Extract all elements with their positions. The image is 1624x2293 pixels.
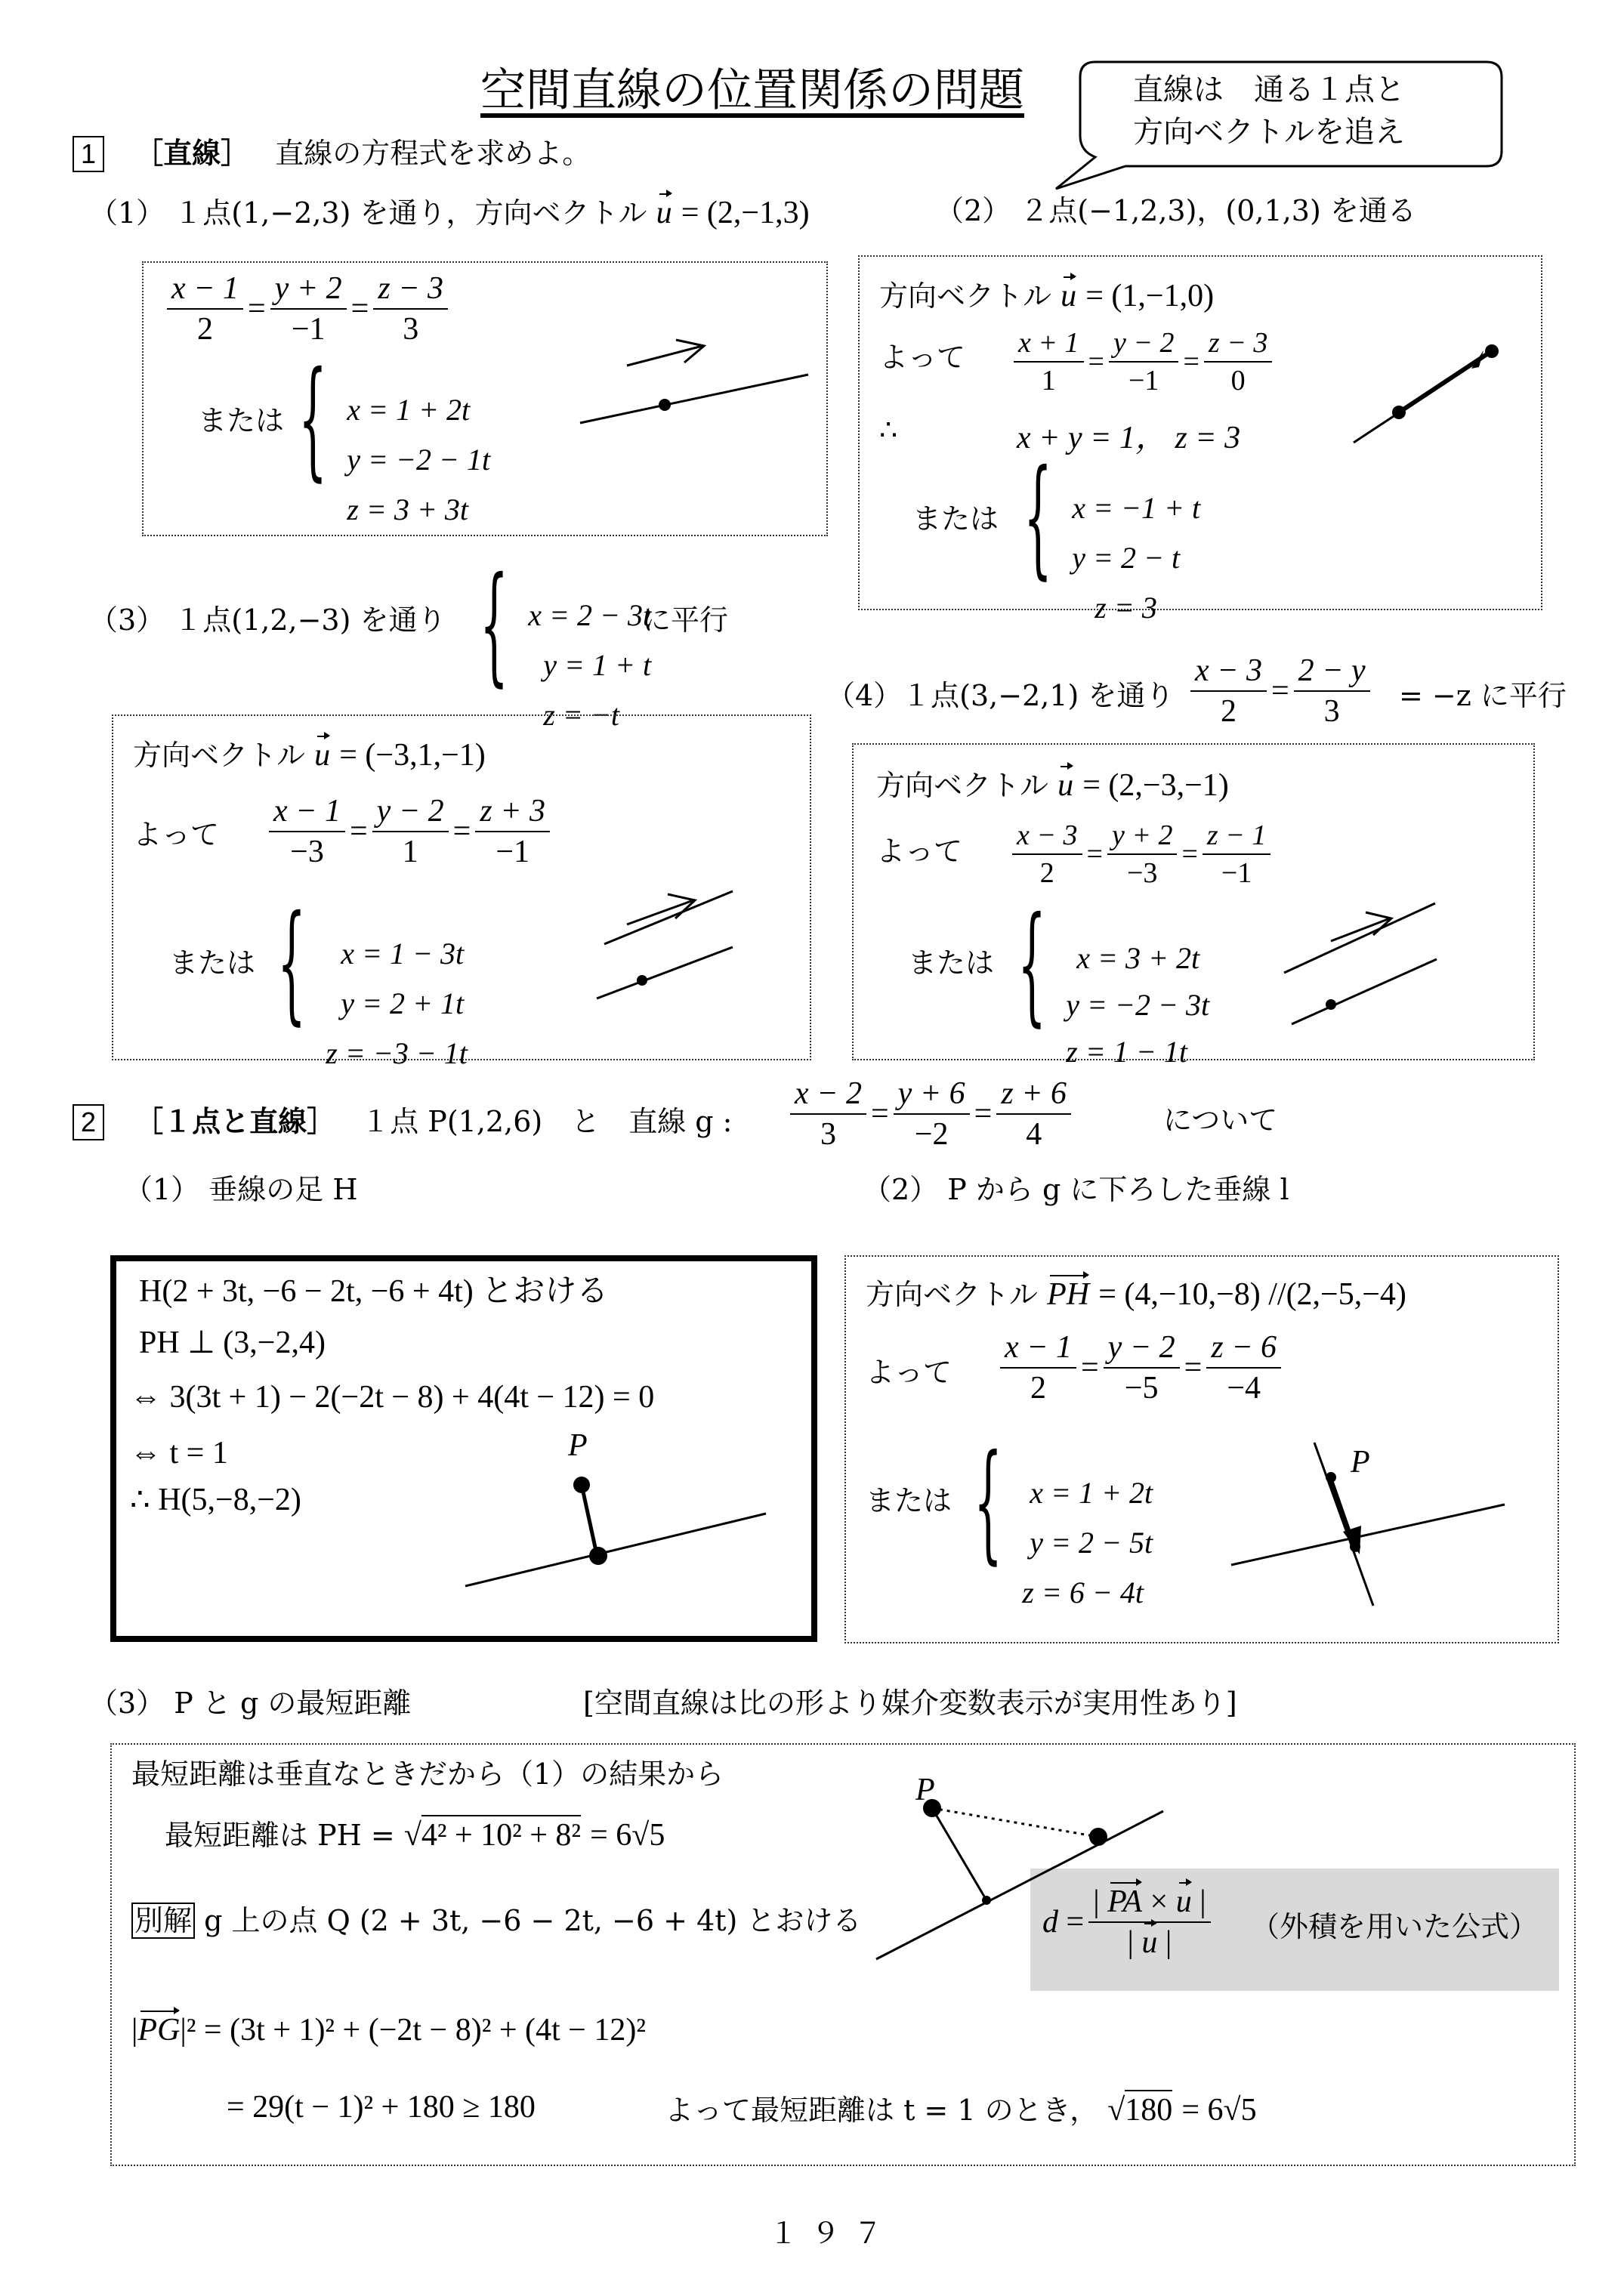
q1-text: （1） １点(1,−2,3) を通り，方向ベクトル	[89, 196, 647, 230]
vector-u: u	[1061, 279, 1077, 313]
answer-1-3-dir	[133, 737, 486, 773]
sqrt-expression: √4² + 10² + 8²	[404, 1815, 581, 1853]
question-2-3: （3） P と g の最短距離	[89, 1687, 412, 1720]
dir-label: 方向ベクトル	[133, 739, 306, 772]
answer-2-3-line-3	[131, 1905, 861, 1938]
answer-2-1-line-4: ⇔ t = 1	[130, 1436, 228, 1471]
conclusion: よって最短距離は t = 1 のとき，	[665, 2094, 1099, 2127]
section-2-about: について	[1163, 1103, 1278, 1137]
answer-1-2-dir	[879, 278, 1214, 314]
vector-u: u	[1057, 768, 1074, 803]
dir-label: 方向ベクトル	[879, 279, 1052, 313]
diagram-perpendicular-foot	[461, 1465, 778, 1601]
therefore-symbol: ∴	[879, 413, 898, 446]
dir-value: = (4,−10,−8) //(2,−5,−4)	[1098, 1277, 1406, 1312]
answer-1-4-dir	[876, 767, 1229, 804]
sys-line: y = 2 − t	[1072, 540, 1181, 575]
answer-2-3-line-5: = 29(t − 1)² + 180 ≥ 180	[227, 2090, 536, 2125]
section-1-heading: ［直線］	[134, 137, 250, 170]
sys-line: y = 1 + t	[543, 647, 652, 682]
section-1-instruction: 直線の方程式を求めよ。	[275, 137, 591, 170]
dir-value: = (1,−1,0)	[1085, 279, 1215, 313]
page-number: １９７	[769, 2217, 897, 2250]
text: 最短距離は PH =	[165, 1819, 395, 1852]
label-P-2-3: P	[915, 1773, 935, 1807]
question-1-4-parallel: = −z に平行	[1399, 679, 1567, 712]
answer-2-1-line-3: ⇔ 3(3t + 1) − 2(−2t − 8) + 4(4t − 12) = 0	[130, 1380, 655, 1415]
callout-line-2: 方向ベクトルを追え	[1133, 115, 1405, 150]
callout-line-1: 直線は 通る１点と	[1133, 73, 1405, 107]
question-2-2: （2） P から g に下ろした垂線 l	[863, 1173, 1289, 1206]
dir-label: 方向ベクトル	[866, 1278, 1039, 1311]
dir-value: = (2,−3,−1)	[1082, 768, 1229, 803]
formula-note: （外積を用いた公式）	[1251, 1910, 1539, 1943]
page-title: 空間直線の位置関係の問題	[480, 64, 1024, 117]
section-2-header	[73, 1104, 732, 1140]
answer-1-2-ratio: x + 1 1 = y − 2 −1 = z − 3 0	[1009, 326, 1277, 397]
question-1-3-parallel: に平行	[642, 603, 729, 637]
result: = 6√5	[590, 1818, 665, 1853]
section-number-1: 1	[73, 136, 104, 172]
sys-line: y = −2 − 1t	[347, 442, 491, 477]
vector-PG: PG	[137, 2013, 181, 2048]
vector-PH: PH	[1047, 1277, 1090, 1312]
answer-2-2-hence: よって	[866, 1356, 952, 1389]
answer-1-4-system: { x = 3 + 2t y = −2 − 3t z = 1 − 1t	[1005, 900, 1209, 1076]
question-1-3: （3） １点(1,2,−3) を通り	[89, 603, 446, 637]
answer-1-4-ratio: x − 3 2 = y + 2 −3 = z − 1 −1	[1008, 819, 1275, 890]
sys-line: x = 1 + 2t	[347, 392, 471, 427]
section-2-line-equation: x − 2 3 = y + 6 −2 = z + 6 4	[786, 1076, 1076, 1153]
answer-1-1-system	[286, 344, 491, 535]
answer-1-4-or: または	[908, 946, 995, 980]
sys-line: z = −3 − 1t	[326, 1035, 468, 1070]
answer-2-2-dir	[866, 1276, 1406, 1313]
answer-1-3-hence: よって	[133, 818, 220, 851]
sys-line: y = 2 − 5t	[1030, 1525, 1153, 1560]
question-1-3-system: { x = 2 − 3t y = 1 + t z = −t	[467, 560, 651, 740]
sys-line: x = 1 − 3t	[341, 936, 465, 971]
note-bracket: [空間直線は比の形より媒介変数表示が実用性あり]	[583, 1687, 1237, 1720]
answer-1-3-ratio: x − 1 −3 = y − 2 1 = z + 3 −1	[264, 793, 554, 870]
q1-vector-value: = (2,−1,3)	[681, 196, 810, 230]
label-P-2-1: P	[568, 1428, 588, 1463]
vector-u: u	[656, 196, 672, 230]
answer-1-2-system: { x = −1 + t y = 2 − t z = 3	[1011, 453, 1200, 633]
sys-line: y = 2 + 1t	[341, 986, 465, 1020]
question-1-4-ratio: x − 3 2 = 2 − y 3	[1186, 653, 1375, 730]
final-result: = 6√5	[1181, 2093, 1257, 2128]
dir-value: = (−3,1,−1)	[339, 738, 486, 773]
sys-line: y = −2 − 3t	[1066, 987, 1210, 1022]
alt-text: g 上の点 Q (2 + 3t, −6 − 2t, −6 + 4t) とおける	[204, 1904, 862, 1937]
sys-line: z = −t	[543, 697, 619, 732]
diagram-line-1-3	[589, 884, 740, 1012]
question-2-1: （1） 垂線の足 H	[124, 1173, 358, 1206]
answer-1-1-or: または	[198, 404, 285, 437]
answer-2-1-line-5: ∴ H(5,−8,−2)	[130, 1483, 301, 1517]
section-2-intro: １点 P(1,2,6) と 直線 g :	[361, 1105, 733, 1138]
answer-1-1-ratio: x − 1 2 = y + 2 −1 = z − 3 3	[162, 270, 452, 347]
question-1-2: （2） ２点(−1,2,3)，(0,1,3) を通る	[935, 194, 1416, 227]
answer-1-2-or: または	[912, 502, 999, 535]
diagram-line-1-4	[1277, 891, 1450, 1035]
answer-2-2-system: { x = 1 + 2t y = 2 − 5t z = 6 − 4t	[961, 1438, 1153, 1618]
sys-line: x = 1 + 2t	[1030, 1475, 1153, 1510]
sys-line: z = 1 − 1t	[1066, 1034, 1187, 1069]
answer-1-4-hence: よって	[876, 835, 963, 868]
answer-1-3-system: { x = 1 − 3t y = 2 + 1t z = −3 − 1t	[264, 899, 468, 1079]
answer-2-3-line-6	[665, 2092, 1257, 2128]
sys-line: z = 6 − 4t	[1022, 1575, 1144, 1609]
sys-line: z = 3 + 3t	[347, 492, 468, 526]
sys-line: z = 3	[1095, 590, 1157, 625]
sys-line: x = −1 + t	[1072, 490, 1201, 525]
section-1-header	[73, 136, 591, 172]
diagram-line-1-1	[574, 332, 816, 446]
answer-2-1-line-1: H(2 + 3t, −6 − 2t, −6 + 4t) とおける	[139, 1274, 609, 1309]
cross-product-formula: d = | PA × u | | u |	[1042, 1884, 1215, 1961]
label-P-2-2: P	[1351, 1445, 1370, 1480]
answer-1-2-hence: よって	[879, 341, 966, 374]
answer-2-1-line-2: PH ⊥ (3,−2,4)	[139, 1325, 326, 1360]
dir-label: 方向ベクトル	[876, 769, 1049, 802]
vector-u: u	[314, 738, 331, 773]
answer-2-2-or: または	[866, 1484, 952, 1517]
alt-solution-label: 別解	[131, 1903, 195, 1939]
sqrt-180: √180	[1107, 2090, 1172, 2128]
answer-2-2-ratio: x − 1 2 = y − 2 −5 = z − 6 −4	[996, 1329, 1286, 1406]
answer-1-3-or: または	[169, 946, 256, 980]
answer-2-3-line-2	[165, 1817, 665, 1853]
question-1-1	[89, 195, 810, 231]
answer-1-2-cartesian: x + y = 1， z = 3	[1017, 421, 1241, 455]
section-number-2: 2	[73, 1104, 104, 1140]
sys-line: x = 3 + 2t	[1076, 940, 1200, 975]
answer-2-3-line-1: 最短距離は垂直なときだから（1）の結果から	[131, 1758, 724, 1791]
expansion: = (3t + 1)² + (−2t − 8)² + (4t − 12)²	[203, 2013, 646, 2048]
sys-line: x = 2 − 3t	[528, 597, 652, 632]
question-1-4: （4）１点(3,−2,1) を通り	[826, 679, 1175, 712]
diagram-line-1-2	[1345, 332, 1518, 453]
brace: {	[298, 344, 328, 494]
section-2-heading: ［１点と直線］	[134, 1105, 336, 1138]
answer-2-3-line-4: |PG|² = (3t + 1)² + (−2t − 8)² + (4t − 12)²	[131, 2013, 646, 2048]
